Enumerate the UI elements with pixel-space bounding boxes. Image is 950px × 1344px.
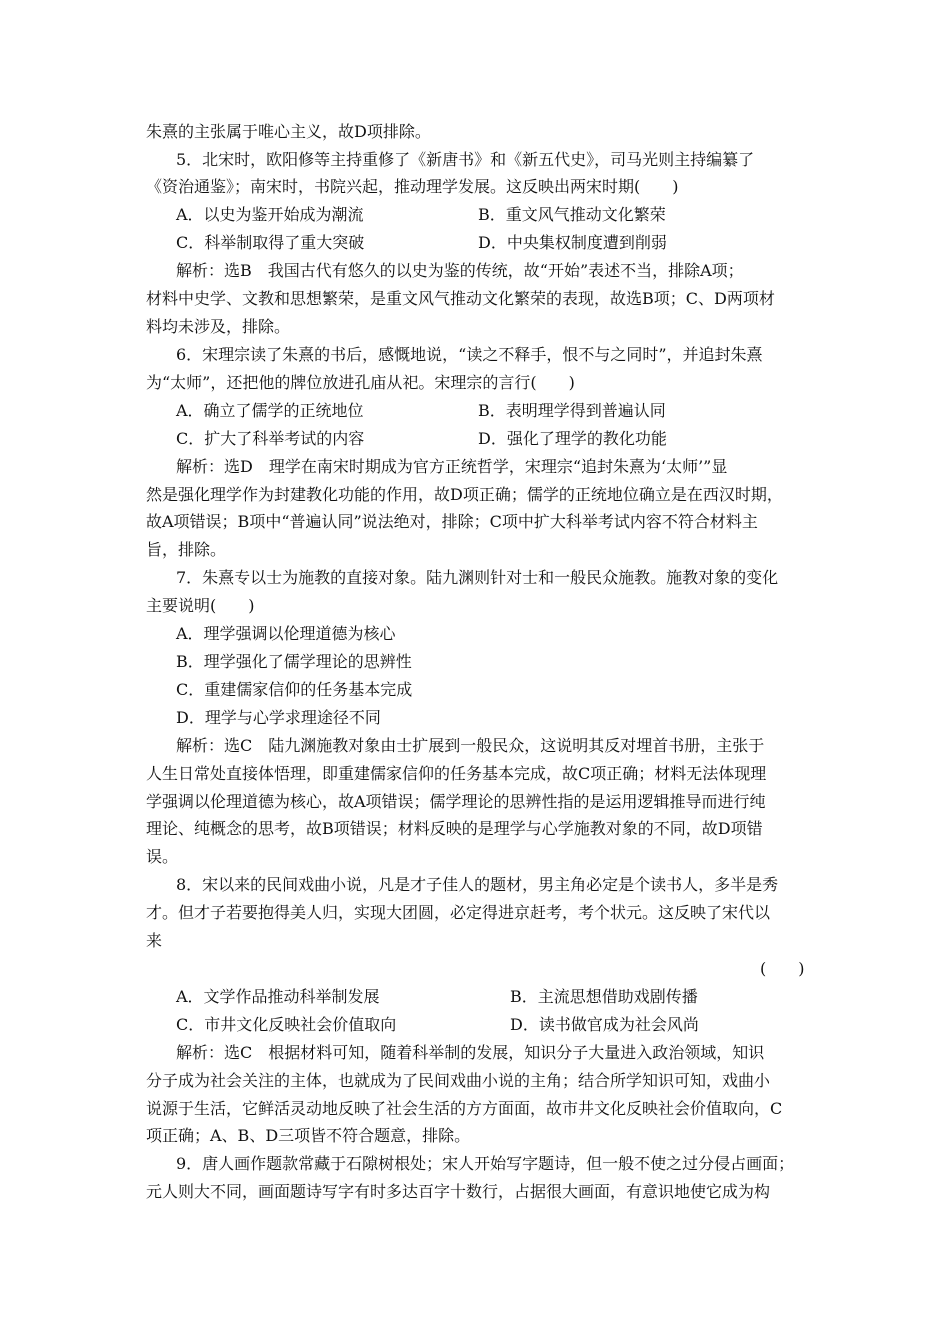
question-8-option-b: B．主流思想借助戏剧传播 [510,987,698,1006]
question-7-option-b: B．理学强化了儒学理论的思辨性 [176,652,412,671]
question-5-stem-cont: 《资治通鉴》；南宋时，书院兴起，推动理学发展。这反映出两宋时期( ) [146,177,679,196]
question-8-option-a: A．文学作品推动科举制发展 [176,987,380,1006]
question-6-analysis-cont: 旨，排除。 [146,540,227,559]
question-7-analysis-cont: 学强调以伦理道德为核心，故A项错误；儒学理论的思辨性指的是运用逻辑推导而进行纯 [146,792,766,811]
question-6-option-c: C．扩大了科举考试的内容 [176,429,365,448]
question-6-analysis: 解析：选D 理学在南宋时期成为官方正统哲学，宋理宗“追封朱熹为‘太师’”显 [176,457,728,476]
question-5-option-d: D．中央集权制度遭到削弱 [478,233,667,252]
question-6-analysis-cont: 故A项错误；B项中“普遍认同”说法绝对，排除；C项中扩大科举考试内容不符合材料主 [146,512,758,531]
question-8-option-c: C．市井文化反映社会价值取向 [176,1015,397,1034]
question-6-option-d: D．强化了理学的教化功能 [478,429,667,448]
question-5-option-c: C．科举制取得了重大突破 [176,233,365,252]
question-8-option-d: D．读书做官成为社会风尚 [510,1015,699,1034]
question-8-analysis: 解析：选C 根据材料可知，随着科举制的发展，知识分子大量进入政治领域，知识 [176,1043,765,1062]
question-6-stem: 6．宋理宗读了朱熹的书后，感慨地说，“读之不释手，恨不与之同时”，并追封朱熹 [176,345,763,364]
question-8-analysis-cont: 项正确；A、B、D三项皆不符合题意，排除。 [146,1126,471,1145]
question-5-stem: 5．北宋时，欧阳修等主持重修了《新唐书》和《新五代史》，司马光则主持编纂了 [176,150,755,169]
question-8-stem-cont: 才。但才子若要抱得美人归，实现大团圆，必定得进京赶考，考个状元。这反映了宋代以 [146,903,771,922]
question-5-analysis: 解析：选B 我国古代有悠久的以史为鉴的传统，故“开始”表述不当，排除A项； [176,261,744,280]
question-7-option-d: D．理学与心学求理途径不同 [176,708,381,727]
question-6-option-b: B．表明理学得到普遍认同 [478,401,666,420]
question-7-analysis: 解析：选C 陆九渊施教对象由士扩展到一般民众，这说明其反对埋首书册，主张于 [176,736,765,755]
question-7-option-a: A．理学强调以伦理道德为核心 [176,624,396,643]
question-7-analysis-cont: 误。 [146,847,179,866]
question-5-analysis-cont: 料均未涉及，排除。 [146,317,291,336]
question-9-stem: 9．唐人画作题款常藏于石隙树根处；宋人开始写字题诗，但一般不使之过分侵占画面； [176,1154,795,1173]
question-6-stem-cont: 为“太师”，还把他的牌位放进孔庙从祀。宋理宗的言行( ) [146,373,575,392]
answer-blank: ( ) [760,959,805,978]
question-5-option-a: A．以史为鉴开始成为潮流 [176,205,364,224]
question-7-analysis-cont: 人生日常处直接体悟理，即重建儒家信仰的任务基本完成，故C项正确；材料无法体现理 [146,764,767,783]
question-9-stem-cont: 元人则大不同，画面题诗写字有时多达百字十数行，占据很大画面，有意识地使它成为构 [146,1182,771,1201]
question-7-option-c: C．重建儒家信仰的任务基本完成 [176,680,413,699]
question-6-analysis-cont: 然是强化理学作为封建教化功能的作用，故D项正确；儒学的正统地位确立是在西汉时期， [146,485,783,504]
question-7-stem-cont: 主要说明( ) [146,596,255,615]
question-8-analysis-cont: 分子成为社会关注的主体，也就成为了民间戏曲小说的主角；结合所学知识可知，戏曲小 [146,1071,771,1090]
question-7-analysis-cont: 理论、纯概念的思考，故B项错误；材料反映的是理学与心学施教对象的不同，故D项错 [146,819,763,838]
question-5-option-b: B．重文风气推动文化繁荣 [478,205,666,224]
question-7-stem: 7．朱熹专以士为施教的直接对象。陆九渊则针对士和一般民众施教。施教对象的变化 [176,568,779,587]
question-5-analysis-cont: 材料中史学、文教和思想繁荣，是重文风气推动文化繁荣的表现，故选B项；C、D两项材 [146,289,775,308]
question-8-stem: 8．宋以来的民间戏曲小说，凡是才子佳人的题材，男主角必定是个读书人，多半是秀 [176,875,779,894]
question-6-option-a: A．确立了儒学的正统地位 [176,401,364,420]
question-8-stem-cont: 来 [146,931,163,950]
question-8-analysis-cont: 说源于生活，它鲜活灵动地反映了社会生活的方方面面，故市井文化反映社会价值取向，C [146,1099,783,1118]
text-line: 朱熹的主张属于唯心主义，故D项排除。 [146,122,431,141]
